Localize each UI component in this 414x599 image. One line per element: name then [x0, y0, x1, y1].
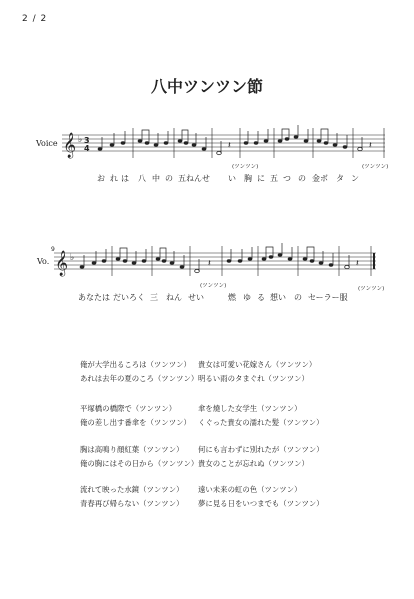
verse-text: 俺が大学出るころは（ツンツン）	[80, 360, 191, 369]
lyric: い	[228, 174, 236, 183]
verse-text: 俺の胸にはその日から（ツンツン）	[80, 458, 199, 468]
verse-text: あれは去年の夏のころ（ツンツン）	[80, 373, 199, 383]
lyric: 中	[152, 174, 160, 183]
page-number: 2 / 2	[22, 14, 48, 24]
lyric: つ	[283, 174, 291, 183]
staff1-notation	[0, 120, 414, 180]
verse-text: 貴女は可愛い花嫁さん（ツンツン）	[198, 360, 317, 369]
verse-4	[80, 483, 324, 510]
lyric: ゆ	[243, 293, 251, 302]
svg-text:4: 4	[84, 144, 90, 153]
verse-text: 胸は高鳴り顔紅葉（ツンツン）	[80, 445, 184, 454]
svg-text:♭: ♭	[70, 253, 75, 263]
lyric: れ	[110, 174, 118, 183]
verse-line	[80, 372, 316, 386]
verse-text: 流れて映った水鏡（ツンツン）	[80, 485, 184, 494]
staff2-refrain-2: (ツンツン)	[358, 286, 385, 292]
lyric: 想い	[270, 293, 286, 302]
lyric: 五ねんせ	[178, 174, 210, 183]
verse-text: 平塚橋の橋際で（ツンツン）	[80, 404, 177, 413]
svg-text:♭: ♭	[78, 135, 83, 145]
lyric: に	[257, 174, 265, 183]
svg-text:𝄽: 𝄽	[356, 259, 359, 269]
verse-line	[80, 358, 316, 372]
lyric: せい	[188, 293, 204, 302]
lyric: 胸	[244, 174, 252, 183]
verse-line	[80, 457, 324, 471]
lyric: る	[257, 293, 265, 302]
lyric: お	[97, 174, 105, 183]
verse-line	[80, 416, 324, 430]
lyric: の	[294, 293, 302, 302]
measure-number: 9	[51, 246, 55, 253]
verse-line	[80, 483, 324, 497]
staff2-refrain-1: (ツンツン)	[200, 283, 227, 289]
verse-text: 夢に見る日をいつまでも（ツンツン）	[198, 498, 324, 508]
staff1-label: Voice	[36, 139, 58, 148]
verse-line	[80, 402, 324, 416]
svg-text:𝄽: 𝄽	[208, 259, 211, 269]
staff1-refrain-1: (ツンツン)	[232, 164, 259, 170]
lyric: セーラー服	[308, 293, 348, 302]
lyric: 金ボ	[312, 174, 328, 183]
lyric: は	[121, 174, 129, 183]
svg-text:𝄞: 𝄞	[63, 133, 77, 158]
svg-text:𝄽: 𝄽	[228, 141, 231, 151]
lyric: タ	[336, 174, 344, 183]
verse-line	[80, 443, 324, 457]
lyric: 燃	[228, 293, 236, 302]
svg-text:3: 3	[84, 136, 90, 145]
verse-text: 遠い未来の虹の色（ツンツン）	[198, 485, 302, 494]
lyric: だいろく	[113, 293, 145, 302]
verse-text: 青春再び帰らない（ツンツン）	[80, 498, 184, 508]
lyric: ン	[351, 174, 359, 183]
verse-1	[80, 358, 316, 385]
verse-text: 明るい雨のタまぐれ（ツンツン）	[198, 373, 309, 383]
verse-text: くぐった貴女の濡れた髪（ツンツン）	[198, 417, 324, 427]
lyric: の	[165, 174, 173, 183]
lyric: ねん	[166, 293, 182, 302]
staff2-notation	[0, 238, 414, 298]
svg-text:𝄞: 𝄞	[55, 251, 69, 276]
lyric: あなたは	[78, 293, 110, 302]
lyric: 三	[150, 293, 158, 302]
verse-text: 貴女のことが忘れぬ（ツンツン）	[198, 458, 309, 468]
verse-line	[80, 497, 324, 511]
verse-text: 傘を燒した女学生（ツンツン）	[198, 404, 302, 413]
song-title: 八中ツンツン節	[150, 77, 263, 96]
lyric: の	[298, 174, 306, 183]
staff2-label: Vo.	[37, 257, 50, 266]
verse-3	[80, 443, 324, 470]
verse-text: 俺の差し出す番傘を（ツンツン）	[80, 417, 191, 427]
lyric: 八	[138, 174, 146, 183]
lyric: 五	[270, 174, 278, 183]
verse-2	[80, 402, 324, 429]
verse-text: 何にも言わずに別れたが（ツンツン）	[198, 445, 324, 454]
staff1-refrain-2: (ツンツン)	[362, 164, 389, 170]
svg-text:𝄽: 𝄽	[369, 141, 372, 151]
